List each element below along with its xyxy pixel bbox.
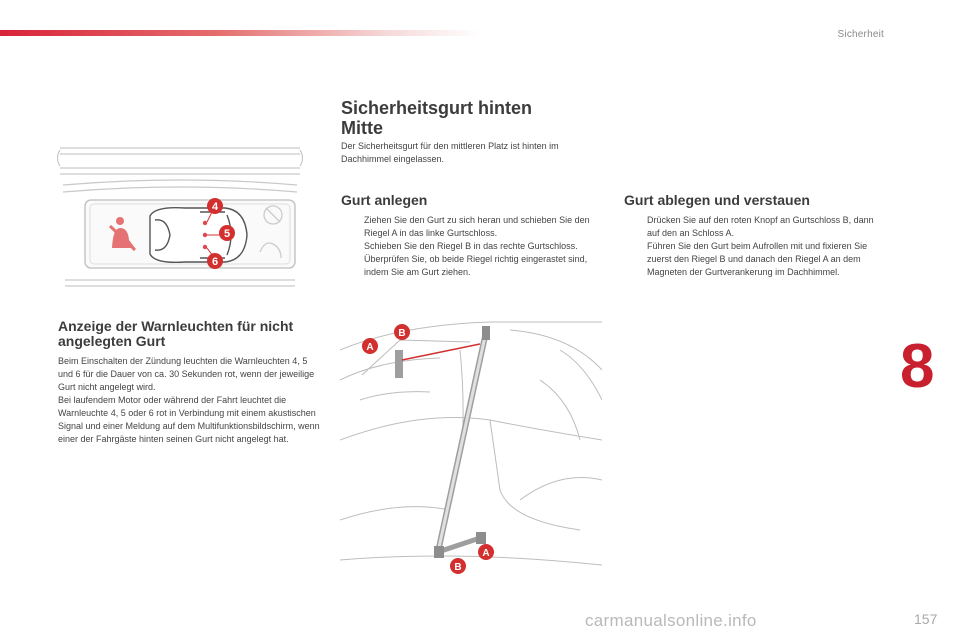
svg-text:A: A (366, 342, 374, 353)
rear-seatbelt-illustration (340, 320, 602, 586)
chapter-number: 8 (900, 332, 935, 401)
page-title: Sicherheitsgurt hinten Mitte (341, 98, 533, 138)
unfasten-steps (624, 214, 886, 279)
watermark: carmanualsonline.info (585, 611, 757, 630)
list-item: Schieben Sie den Riegel B in das rechte Gurtschloss. (364, 241, 578, 251)
fasten-heading: Gurt anlegen (341, 192, 428, 208)
warning-light-illustration (55, 140, 305, 290)
label-b-top (394, 324, 410, 340)
label-a-top (362, 338, 378, 354)
label-b-bottom (450, 558, 466, 574)
section-title: Sicherheit (837, 29, 884, 40)
warning-lights-heading: Anzeige der Warnleuchten für nicht angelegten Gurt (58, 318, 294, 349)
svg-text:B: B (454, 562, 462, 573)
svg-text:B: B (398, 328, 406, 339)
svg-text:A: A (482, 548, 490, 559)
label-a-bottom (478, 544, 494, 560)
page-number: 157 (914, 611, 938, 627)
svg-text:5: 5 (223, 228, 231, 240)
fasten-steps (341, 214, 603, 279)
unfasten-heading: Gurt ablegen und verstauen (624, 192, 810, 208)
list-item: Ziehen Sie den Gurt zu sich heran und schieben Sie den Riegel A in das linke Gurtschloss. (364, 215, 590, 238)
list-item: Führen Sie den Gurt beim Aufrollen mit und fixieren Sie zuerst den Riegel B und danach den Riegel A an dem Magneten der Gurtverankerung im Dachhimmel. (647, 241, 868, 277)
svg-text:4: 4 (211, 201, 219, 213)
intro-paragraph: Der Sicherheitsgurt für den mittleren Platz ist hinten im Dachhimmel eingelassen. (341, 141, 559, 164)
header-accent-bar (0, 30, 480, 36)
svg-text:6: 6 (211, 256, 219, 268)
warning-lights-paragraph: Beim Einschalten der Zündung leuchten die Warnleuchten 4, 5 und 6 für die Dauer von ca. 30 Sekunden rot, wenn der jeweilige Gurt nicht angelegt wird. Bei laufendem Motor oder während der Fahrt leuchtet die Warnleuchte 4, 5 oder 6 rot in Verbindung mit einem akustischen Signal und einer Meldung auf dem Multifunktionsbildschirm, wenn einer der Fahrgäste hinten seinen Gurt nicht angelegt hat. (58, 356, 320, 444)
list-item: Drücken Sie auf den roten Knopf an Gurtschloss B, dann auf den an Schloss A. (647, 215, 874, 238)
list-item: Überprüfen Sie, ob beide Riegel richtig eingerastet sind, indem Sie am Gurt ziehen. (364, 254, 588, 277)
